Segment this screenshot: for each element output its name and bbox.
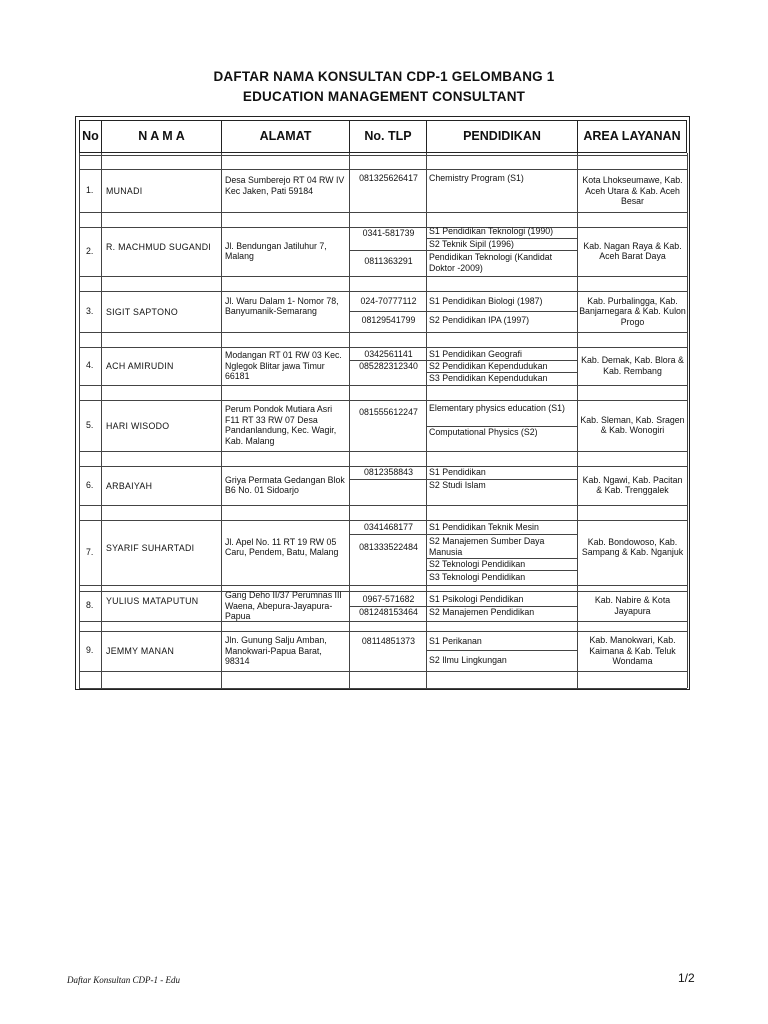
row-divider bbox=[79, 671, 687, 672]
row-divider bbox=[79, 155, 687, 156]
consultant-address: Jl. Apel No. 11 RT 19 RW 05 Caru, Pendem, Batu, Malang bbox=[225, 536, 339, 558]
document-title: DAFTAR NAMA KONSULTAN CDP-1 GELOMBANG 1 bbox=[213, 69, 555, 84]
column-divider bbox=[349, 153, 350, 688]
row-divider bbox=[79, 400, 687, 401]
row-divider bbox=[79, 505, 687, 506]
education-entry: S1 Psikologi Pendidikan bbox=[429, 594, 524, 604]
education-entry: S2 Pendidikan Kependudukan bbox=[429, 361, 548, 371]
consultant-name: SIGIT SAPTONO bbox=[106, 306, 179, 317]
phone-number: 08129541799 bbox=[361, 315, 416, 325]
education-entry: S2 Ilmu Lingkungan bbox=[429, 655, 507, 665]
education-entry: Elementary physics education (S1) bbox=[429, 403, 565, 413]
education-entry: S1 Pendidikan bbox=[429, 467, 486, 477]
phone-number: 085282312340 bbox=[359, 361, 418, 371]
consultant-name: MUNADI bbox=[106, 186, 143, 196]
column-divider bbox=[577, 153, 578, 688]
row-divider bbox=[79, 385, 687, 386]
row-number: 1. bbox=[86, 185, 94, 195]
row-number: 2. bbox=[86, 245, 94, 256]
education-entry: S2 Manajemen Pendidikan bbox=[429, 607, 535, 617]
phone-number: 0967-571682 bbox=[362, 594, 415, 604]
row-divider bbox=[79, 520, 687, 521]
header-nama: N A M A bbox=[101, 120, 222, 153]
phone-number: 024-70777112 bbox=[360, 296, 417, 306]
row-divider bbox=[79, 591, 687, 592]
footer-document-name: Daftar Konsultan CDP-1 - Edu bbox=[67, 975, 181, 985]
education-entry: S2 Teknik Sipil (1996) bbox=[429, 239, 514, 249]
phone-number: 08114851373 bbox=[361, 636, 416, 646]
row-divider bbox=[79, 585, 687, 586]
header-no: No bbox=[79, 120, 102, 153]
service-area: Kab. Nabire & Kota Jayapura bbox=[594, 595, 671, 616]
column-divider bbox=[101, 153, 102, 688]
row-number: 8. bbox=[86, 600, 94, 610]
row-divider bbox=[79, 631, 687, 632]
phone-number: 081325626417 bbox=[359, 173, 418, 183]
consultant-address: Griya Permata Gedangan Blok B6 No. 01 Sidoarjo bbox=[225, 474, 345, 496]
phone-number: 0341468177 bbox=[364, 522, 413, 532]
column-divider bbox=[221, 153, 222, 688]
row-divider bbox=[79, 291, 687, 292]
phone-number: 081248153464 bbox=[359, 607, 418, 617]
consultant-address: Desa Sumberejo RT 04 RW IV Kec Jaken, Pati 59184 bbox=[225, 175, 345, 196]
row-number: 9. bbox=[86, 645, 94, 655]
education-entry: S1 Pendidikan Biologi (1987) bbox=[429, 296, 543, 306]
column-divider bbox=[687, 153, 688, 688]
education-entry: S2 Pendidikan IPA (1997) bbox=[429, 315, 530, 325]
education-entry: Pendidikan Teknologi (Kandidat Doktor -2009) bbox=[429, 252, 553, 273]
phone-number: 0812358843 bbox=[364, 467, 413, 477]
page-number: 1/2 bbox=[678, 971, 695, 985]
row-divider bbox=[79, 451, 687, 452]
education-entry: S1 Pendidikan Geografi bbox=[429, 349, 522, 359]
row-divider bbox=[79, 212, 687, 213]
sub-row-divider bbox=[349, 250, 426, 251]
education-entry: Computational Physics (S2) bbox=[429, 427, 538, 437]
consultant-address: Jl. Bendungan Jatiluhur 7, Malang bbox=[225, 240, 327, 262]
row-divider bbox=[79, 688, 687, 689]
sub-row-divider bbox=[349, 534, 426, 535]
header-area: AREA LAYANAN bbox=[577, 120, 687, 153]
service-area: Kab. Manokwari, Kab. Kaimana & Kab. Teluk Wondama bbox=[589, 635, 676, 667]
service-area: Kab. Bondowoso, Kab. Sampang & Kab. Nganjuk bbox=[581, 536, 684, 558]
phone-number: 081555612247 bbox=[359, 407, 418, 417]
row-number: 3. bbox=[86, 305, 94, 316]
service-area: Kab. Purbalingga, Kab. Banjarnegara & Kab. Kulon Progo bbox=[579, 295, 686, 327]
header-alamat: ALAMAT bbox=[221, 120, 350, 153]
column-divider bbox=[426, 153, 427, 688]
row-divider bbox=[79, 169, 687, 170]
education-entry: S2 Teknologi Pendidikan bbox=[429, 559, 526, 569]
consultant-address: Jl. Waru Dalam 1- Nomor 78, Banyumanik-Semarang bbox=[225, 295, 339, 317]
education-entry: S1 Perikanan bbox=[429, 636, 482, 646]
row-divider bbox=[79, 347, 687, 348]
phone-number: 0342561141 bbox=[364, 349, 413, 359]
education-entry: Chemistry Program (S1) bbox=[429, 173, 524, 183]
education-entry: S3 Pendidikan Kependudukan bbox=[429, 373, 548, 383]
service-area: Kota Lhokseumawe, Kab. Aceh Utara & Kab. Aceh Besar bbox=[582, 175, 683, 207]
consultant-name: ARBAIYAH bbox=[106, 480, 153, 491]
consultant-address: Gang Deho II/37 Perumnas III Waena, Abepura-Jayapura-Papua bbox=[225, 590, 342, 622]
row-divider bbox=[79, 276, 687, 277]
phone-number: 0341-581739 bbox=[362, 228, 415, 238]
education-entry: S1 Pendidikan Teknik Mesin bbox=[429, 522, 539, 532]
sub-row-divider bbox=[349, 479, 426, 480]
row-number: 7. bbox=[86, 546, 94, 557]
header-tlp: No. TLP bbox=[349, 120, 427, 153]
education-entry: S2 Manajemen Sumber Daya Manusia bbox=[429, 536, 545, 557]
education-entry: S2 Studi Islam bbox=[429, 480, 486, 490]
phone-number: 0811363291 bbox=[364, 256, 413, 266]
consultant-name: R. MACHMUD SUGANDI bbox=[106, 241, 212, 252]
phone-number: 081333522484 bbox=[359, 542, 418, 552]
row-number: 6. bbox=[86, 479, 94, 490]
consultant-name: JEMMY MANAN bbox=[106, 646, 175, 656]
education-entry: S3 Teknologi Pendidikan bbox=[429, 572, 526, 582]
education-entry: S1 Pendidikan Teknologi (1990) bbox=[429, 226, 554, 236]
service-area: Kab. Sleman, Kab. Sragen & Kab. Wonogiri bbox=[580, 414, 685, 436]
consultant-name: YULIUS MATAPUTUN bbox=[106, 596, 199, 606]
consultant-name: SYARIF SUHARTADI bbox=[106, 542, 195, 553]
consultant-address: Jln. Gunung Salju Amban, Manokwari-Papua Barat, 98314 bbox=[225, 635, 327, 667]
row-divider bbox=[79, 621, 687, 622]
row-number: 4. bbox=[86, 360, 94, 370]
column-divider bbox=[79, 153, 80, 688]
header-pendidikan: PENDIDIKAN bbox=[426, 120, 578, 153]
service-area: Kab. Ngawi, Kab. Pacitan & Kab. Trenggalek bbox=[582, 474, 683, 496]
document-subtitle: EDUCATION MANAGEMENT CONSULTANT bbox=[242, 89, 526, 104]
consultant-address: Modangan RT 01 RW 03 Kec. Nglegok Blitar jawa Timur 66181 bbox=[225, 350, 342, 382]
consultant-name: ACH AMIRUDIN bbox=[106, 361, 174, 371]
row-number: 5. bbox=[86, 419, 94, 430]
consultant-name: HARI WISODO bbox=[106, 420, 170, 431]
service-area: Kab. Demak, Kab. Blora & Kab. Rembang bbox=[581, 355, 684, 376]
row-divider bbox=[79, 332, 687, 333]
sub-row-divider bbox=[349, 311, 426, 312]
consultant-address: Perum Pondok Mutiara Asri F11 RT 33 RW 07 Desa Pandanlandung, Kec. Wagir, Kab. Malang bbox=[225, 404, 337, 447]
service-area: Kab. Nagan Raya & Kab. Aceh Barat Daya bbox=[583, 240, 682, 262]
